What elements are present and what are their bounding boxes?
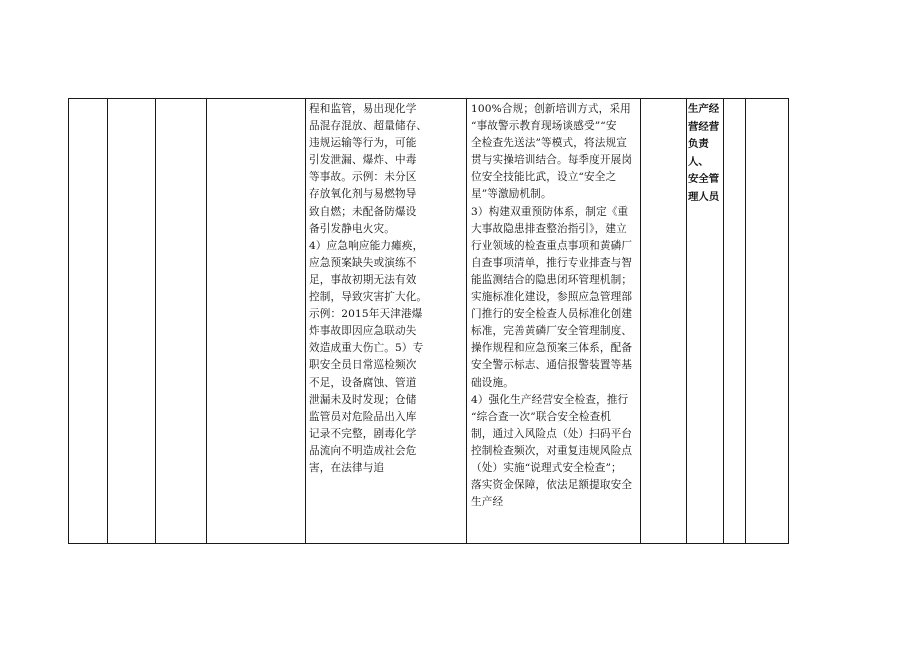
cell-control-measures: [467, 99, 641, 544]
cell-responsible: [687, 99, 724, 544]
table-row: [69, 99, 789, 544]
cell-empty-7: [641, 99, 687, 544]
responsible-text: 生产经 营经营 负责人、 安全管 理人员: [688, 103, 720, 203]
cell-empty-10: [746, 99, 789, 544]
cell-empty-1: [69, 99, 108, 544]
control-measures-text: 100%合规；创新培训方式，采用 “事故警示教育现场谈感受”“安 全检查先送法”等模式，将法规宣 贯与实操培训结合。每季度开展岗 位安全技能比武，设立“安全之 星”等激励机制。 3）构建双重预防体系，制定《重 大事故隐患排查整治指引》，建立 行业领域的检查重点事项和黄磷厂 自查事项清单，推行专业排查与智 能监测结合的隐患闭环管理机制； 实施标准化建设，参照应急管理部 门推行的安全检查人员标准化创建 标准，完善黄磷厂安全管理制度、 操作规程和应急预案三体系，配备 安全警示标志、通信报警装置等基 础设施。 4）强化生产经营安全检查，推行 “综合查一次”联合安全检查机 制，通过入风险点（处）扫码平台 控制检查频次，对重复违规风险点 （处）实施“说理式安全检查”； 落实资金保障，依法足额提取安全 生产经: [471, 103, 633, 509]
cell-risk-description: [306, 99, 467, 544]
risk-control-table: [68, 98, 789, 544]
cell-empty-3: [156, 99, 207, 544]
cell-empty-4: [207, 99, 306, 544]
risk-description-text: 程和监管，易出现化学 品混存混放、超量储存、 违规运输等行为，可能 引发泄漏、爆炸、中毒 等事故。示例：未分区 存放氧化剂与易燃物导 致自燃；未配备防爆设 备引发静电火灾。 4）应急响应能力瘫痪， 应急预案缺失或演练不 足，事故初期无法有效 控制，导致灾害扩大化。 示例：2015年天津港爆 炸事故即因应急联动失 效造成重大伤亡。5）专 职安全员日常巡检频次 不足，设备腐蚀、管道 泄漏未及时发现；仓储 监管员对危险品出入库 记录不完整，剧毒化学 品流向不明造成社会危 害，在法律与追: [309, 103, 428, 474]
cell-empty-9: [724, 99, 746, 544]
cell-empty-2: [108, 99, 156, 544]
